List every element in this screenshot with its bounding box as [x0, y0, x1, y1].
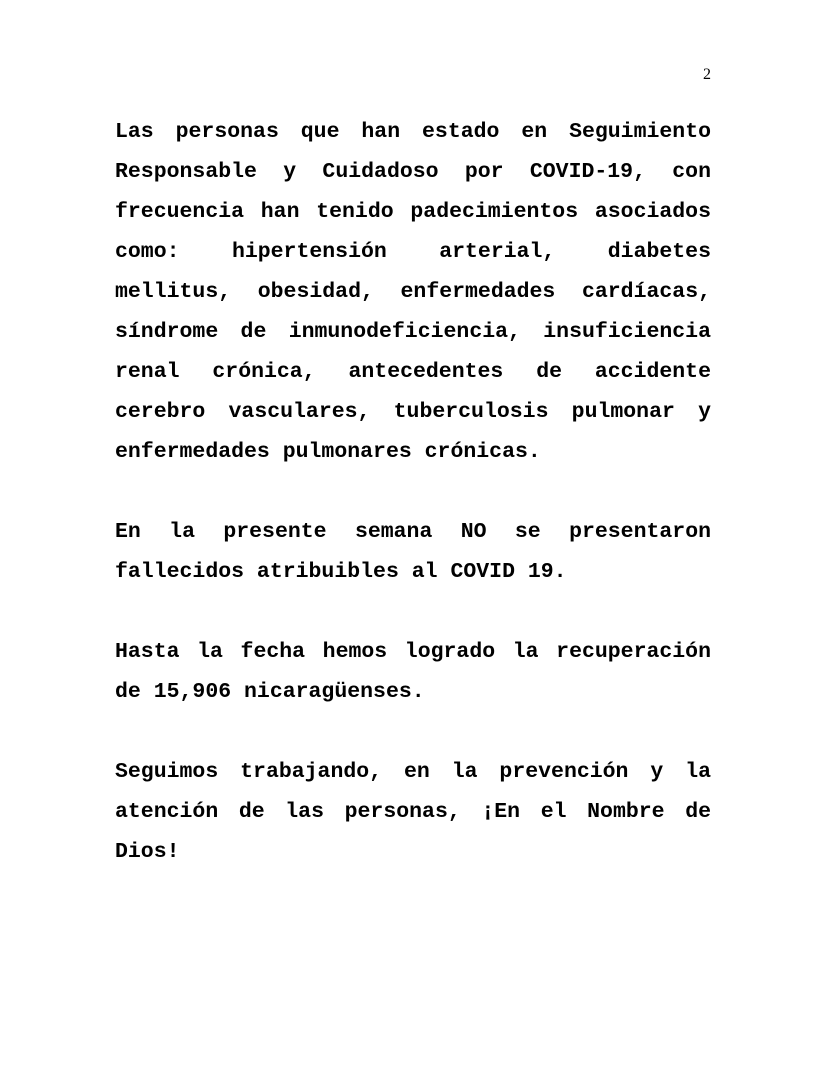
page-number: 2 [703, 66, 711, 83]
paragraph-deaths: En la presente semana NO se presentaron fallecidos atribuibles al COVID 19. [115, 520, 711, 584]
paragraph-recoveries: Hasta la fecha hemos logrado la recuperación de 15,906 nicaragüenses. [115, 640, 711, 704]
paragraph-closing: Seguimos trabajando, en la prevención y la atención de las personas, ¡En el Nombre de Dios! [115, 760, 711, 864]
document-body [115, 112, 711, 912]
paragraph-comorbidities: Las personas que han estado en Seguimiento Responsable y Cuidadoso por COVID-19, con frecuencia han tenido padecimientos asociados como: hipertensión arterial, diabetes mellitus, obesidad, enfermedades cardíacas, síndrome de inmunodeficiencia, insuficiencia renal crónica, antecedentes de accidente cerebro vasculares, tuberculosis pulmonar y enfermedades pulmonares crónicas. [115, 120, 711, 464]
